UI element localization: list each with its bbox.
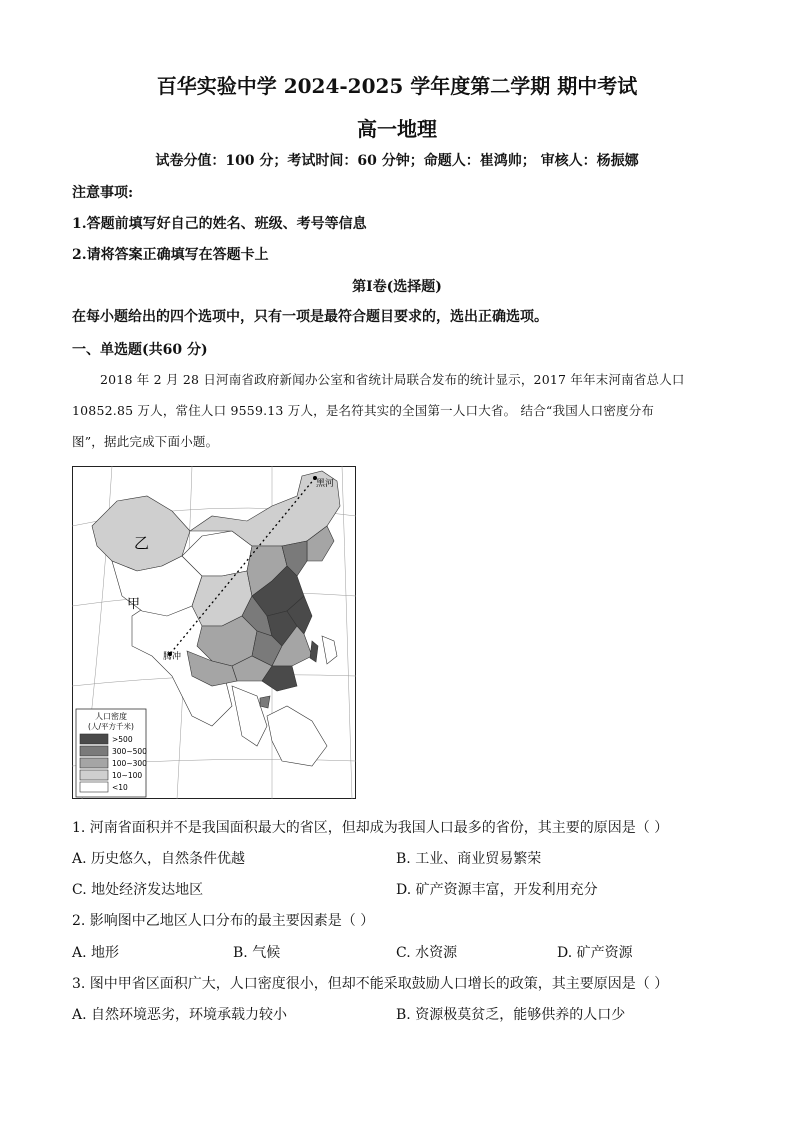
passage-line: 2018 年 2 月 28 日河南省政府新闻办公室和省统计局联合发布的统计显示，2017 年年末河南省总人口 [100, 372, 685, 387]
legend-label: 300~500 [112, 747, 147, 756]
notice-item: 2.请将答案正确填写在答题卡上 [72, 247, 269, 263]
legend-title: 人口密度 [95, 712, 127, 721]
legend-label: 100~300 [112, 759, 147, 768]
legend-swatch [80, 734, 108, 744]
q1-option-c[interactable]: C. 地处经济发达地区 [72, 882, 204, 898]
legend-unit: (人/平方千米) [88, 722, 134, 731]
legend-label: <10 [112, 783, 128, 792]
q1-option-d[interactable]: D. 矿产资源丰富，开发利用充分 [396, 882, 598, 898]
notice-item: 1.答题前填写好自己的姓名、班级、考号等信息 [72, 216, 367, 232]
q3-option-b[interactable]: B. 资源极莫贫乏，能够供养的人口少 [396, 1007, 626, 1023]
q2-option-d[interactable]: D. 矿产资源 [557, 945, 633, 961]
q1-option-a[interactable]: A. 历史悠久，自然条件优越 [72, 851, 246, 867]
q1-option-b[interactable]: B. 工业、商业贸易繁荣 [396, 851, 542, 867]
section-instruction: 在每小题给出的四个选项中，只有一项是最符合题目要求的，选出正确选项。 [72, 309, 548, 325]
legend-swatch [80, 758, 108, 768]
q3-option-a[interactable]: A. 自然环境恶劣，环境承载力较小 [72, 1007, 288, 1023]
region-jia-label: 甲 [127, 597, 141, 612]
heihe-label: 黑河 [316, 479, 335, 489]
subject-title: 高一地理 [357, 117, 437, 141]
legend-label: >500 [112, 735, 133, 744]
tengchong-label: 腾冲 [163, 652, 182, 662]
passage-line: 10852.85 万人，常住人口 9559.13 万人，是名符其实的全国第一人口大省。 结合“我国人口密度分布 [72, 403, 655, 418]
passage-line: 图”，据此完成下面小题。 [72, 434, 219, 449]
part-heading: 一、单选题(共60 分) [72, 342, 208, 358]
exam-info: 试卷分值：100 分；考试时间：60 分钟；命题人：崔鸿帅； 审核人：杨振娜 [155, 153, 639, 169]
notice-heading: 注意事项: [72, 185, 134, 201]
exam-title: 百华实验中学 2024-2025 学年度第二学期 期中考试 [156, 74, 638, 98]
q2-option-c[interactable]: C. 水资源 [396, 945, 458, 961]
legend-label: 10~100 [112, 771, 143, 780]
population-density-map [72, 466, 356, 799]
q2-option-a[interactable]: A. 地形 [72, 945, 120, 961]
legend-swatch [80, 746, 108, 756]
question-1: 1. 河南省面积并不是我国面积最大的省区，但却成为我国人口最多的省份，其主要的原因是（ ） [72, 820, 669, 836]
legend-swatch [80, 770, 108, 780]
section-title: 第Ⅰ卷(选择题) [352, 279, 442, 295]
region-yi-label: 乙 [134, 534, 150, 552]
legend-swatch [80, 782, 108, 792]
q2-option-b[interactable]: B. 气候 [233, 945, 281, 961]
question-3: 3. 图中甲省区面积广大，人口密度很小，但却不能采取鼓励人口增长的政策，其主要原因是（ ） [72, 976, 669, 992]
question-2: 2. 影响图中乙地区人口分布的最主要因素是（ ） [72, 913, 375, 929]
map-legend [76, 709, 147, 797]
